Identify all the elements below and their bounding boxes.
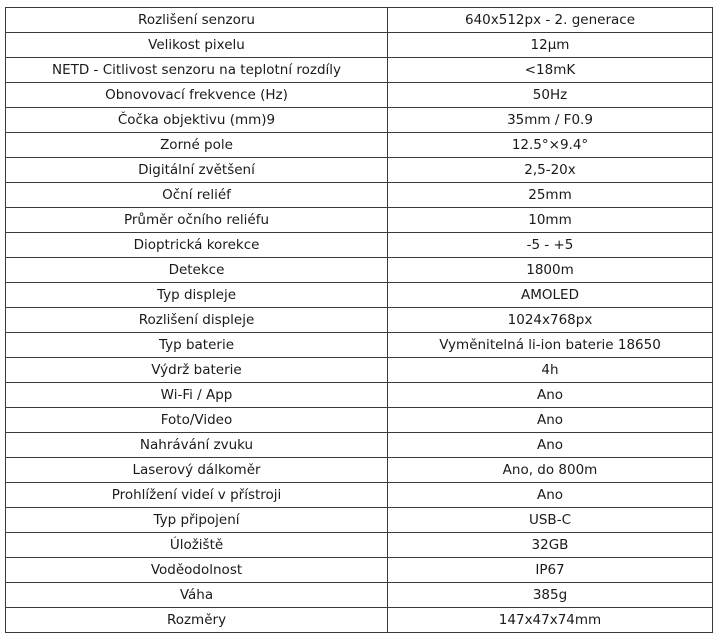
table-row [6, 33, 713, 58]
table-row [6, 408, 713, 433]
spec-label: Typ baterie [6, 333, 388, 358]
table-row [6, 383, 713, 408]
spec-label: Výdrž baterie [6, 358, 388, 383]
table-row [6, 608, 713, 633]
table-row [6, 183, 713, 208]
table-row [6, 58, 713, 83]
spec-value: 50Hz [388, 83, 713, 108]
table-row [6, 433, 713, 458]
spec-label: Prohlížení videí v přístroji [6, 483, 388, 508]
spec-value: AMOLED [388, 283, 713, 308]
spec-value: 25mm [388, 183, 713, 208]
table-row [6, 133, 713, 158]
spec-label: Laserový dálkoměr [6, 458, 388, 483]
spec-label: Úložiště [6, 533, 388, 558]
spec-value: 32GB [388, 533, 713, 558]
spec-value: 10mm [388, 208, 713, 233]
table-row [6, 258, 713, 283]
table-row [6, 233, 713, 258]
table-row [6, 483, 713, 508]
spec-value: <18mK [388, 58, 713, 83]
spec-label: Obnovovací frekvence (Hz) [6, 83, 388, 108]
spec-value: 1024x768px [388, 308, 713, 333]
table-row [6, 358, 713, 383]
table-row [6, 583, 713, 608]
table-row [6, 8, 713, 33]
spec-label: Rozměry [6, 608, 388, 633]
spec-label: Průměr očního reliéfu [6, 208, 388, 233]
spec-value: Ano [388, 483, 713, 508]
table-row [6, 283, 713, 308]
spec-value: 2,5-20x [388, 158, 713, 183]
spec-label: Voděodolnost [6, 558, 388, 583]
spec-label: NETD - Citlivost senzoru na teplotní rozdíly [6, 58, 388, 83]
spec-table [5, 7, 713, 633]
table-row [6, 458, 713, 483]
spec-value: 1800m [388, 258, 713, 283]
spec-label: Velikost pixelu [6, 33, 388, 58]
spec-label: Typ připojení [6, 508, 388, 533]
table-row [6, 308, 713, 333]
spec-value: Ano [388, 433, 713, 458]
spec-value: 35mm / F0.9 [388, 108, 713, 133]
spec-label: Typ displeje [6, 283, 388, 308]
table-row [6, 83, 713, 108]
spec-value: Ano [388, 408, 713, 433]
table-row [6, 158, 713, 183]
spec-value: Vyměnitelná li-ion baterie 18650 [388, 333, 713, 358]
table-row [6, 558, 713, 583]
spec-value: Ano, do 800m [388, 458, 713, 483]
spec-label: Oční reliéf [6, 183, 388, 208]
spec-value: -5 - +5 [388, 233, 713, 258]
spec-value: 147x47x74mm [388, 608, 713, 633]
spec-value: 12μm [388, 33, 713, 58]
table-row [6, 508, 713, 533]
spec-label: Zorné pole [6, 133, 388, 158]
spec-value: IP67 [388, 558, 713, 583]
table-row [6, 533, 713, 558]
table-row [6, 108, 713, 133]
table-row [6, 333, 713, 358]
spec-value: USB-C [388, 508, 713, 533]
spec-table-body [6, 8, 713, 633]
spec-label: Nahrávání zvuku [6, 433, 388, 458]
spec-label: Čočka objektivu (mm)9 [6, 108, 388, 133]
spec-label: Digitální zvětšení [6, 158, 388, 183]
spec-value: 12.5°×9.4° [388, 133, 713, 158]
spec-label: Detekce [6, 258, 388, 283]
spec-value: 4h [388, 358, 713, 383]
table-row [6, 208, 713, 233]
spec-value: Ano [388, 383, 713, 408]
spec-label: Wi-Fi / App [6, 383, 388, 408]
spec-label: Dioptrická korekce [6, 233, 388, 258]
spec-label: Foto/Video [6, 408, 388, 433]
spec-label: Rozlišení senzoru [6, 8, 388, 33]
spec-label: Váha [6, 583, 388, 608]
spec-value: 385g [388, 583, 713, 608]
spec-value: 640x512px - 2. generace [388, 8, 713, 33]
spec-label: Rozlišení displeje [6, 308, 388, 333]
